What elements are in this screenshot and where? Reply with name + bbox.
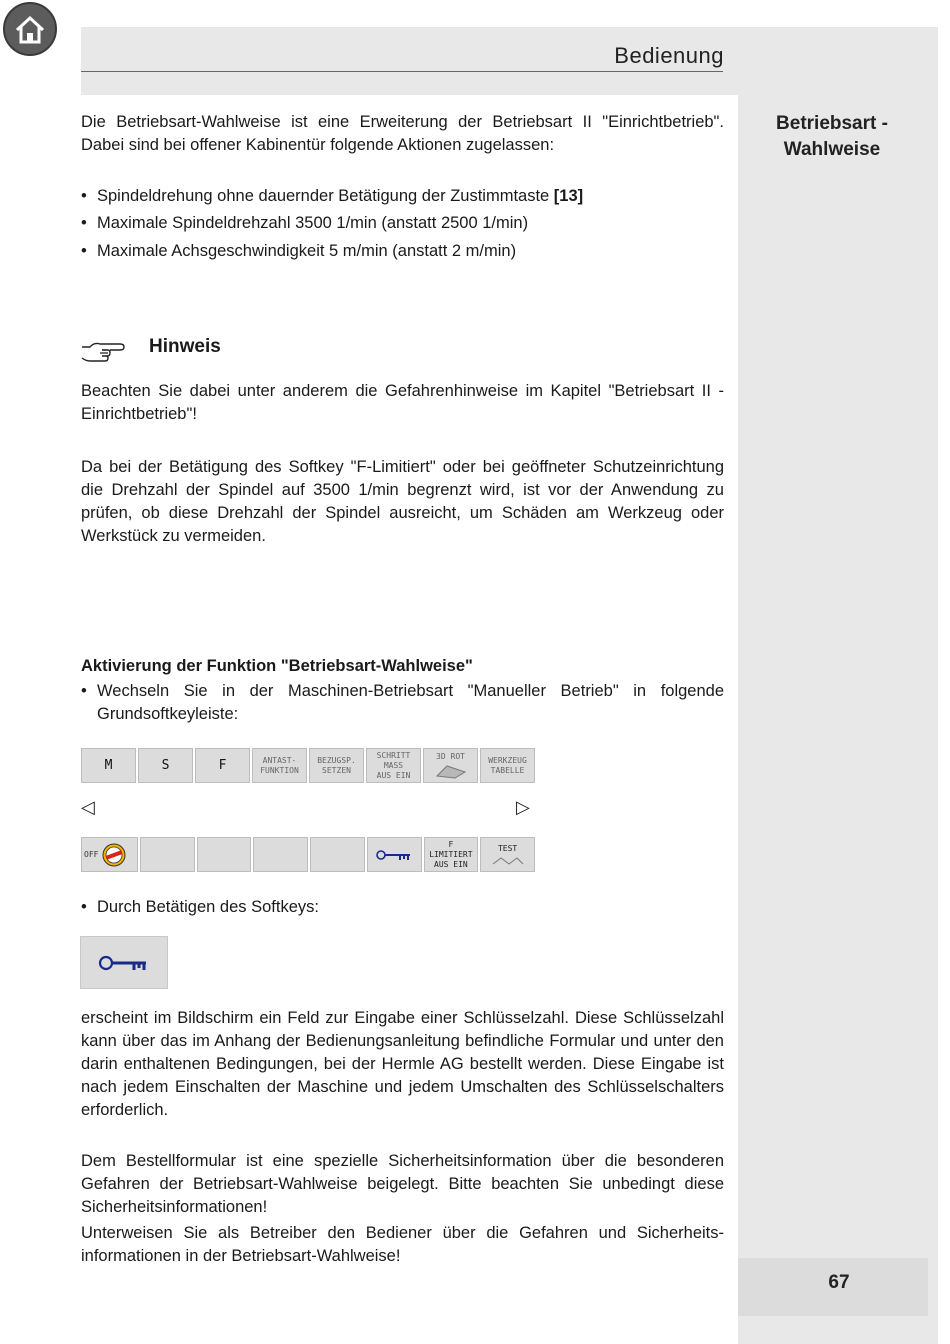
instruction-paragraph: Unterweisen Sie als Betreiber den Bediener über die Gefahren und Sicherheits-informationen in der Betriebsart-Wahlweise! [81,1224,724,1265]
softkey-bezugspunkt-setzen[interactable]: BEZUGSP. SETZEN [309,748,364,783]
list-item-text: Maximale Achsgeschwindigkeit 5 m/min (anstatt 2 m/min) [97,242,517,260]
softkey-3d-rot[interactable] [423,748,478,783]
softkey-f-limitiert[interactable]: F LIMITIERT AUS EIN [424,837,479,872]
softkey-test[interactable] [480,837,535,872]
bullet-dot: • [81,214,87,232]
bullet-dot: • [81,682,87,700]
list-item-text: Maximale Spindeldrehzahl 3500 1/min (anstatt 2500 1/min) [97,214,529,232]
list-item [81,185,724,208]
softkey-key[interactable] [367,837,422,872]
section-heading: Aktivierung der Funktion "Betriebsart-Wahlweise" [81,657,473,675]
list-item [81,896,724,919]
intro-paragraph: Die Betriebsart-Wahlweise ist eine Erweiterung der Betriebsart II "Einrichtbetrieb". Dabei sind bei offener Kabinentür folgende Aktionen zugelassen: [81,113,724,154]
key-icon [98,953,150,973]
home-button[interactable] [3,2,57,56]
softkey-s[interactable]: S [138,748,193,783]
softkey-label: OFF [84,849,99,859]
softkey-bar-top [81,748,535,783]
header-band [81,27,938,95]
softkey-antast-funktion[interactable]: ANTAST- FUNKTION [252,748,307,783]
list-item [81,240,724,263]
softkey-label: TEST [497,843,518,853]
scroll-left-arrow[interactable]: ◁ [81,797,95,817]
pointing-hand-icon [80,338,126,362]
softkey-schritt-mass[interactable]: SCHRITT MASS AUS EIN [366,748,421,783]
softkey-empty[interactable] [253,837,308,872]
softkey-off-switch[interactable] [81,837,138,872]
softkey-empty[interactable] [310,837,365,872]
home-icon [5,4,55,54]
header-rule [81,71,723,72]
list-item [81,212,724,235]
speed-limit-paragraph: Da bei der Betätigung des Softkey "F-Limitiert" oder bei geöffneter Schutzeinrichtung die Drehzahl der Spindel auf 3500 1/min begrenzt wird, ist vor der Anwendung zu prüfen, ob diese Drehzahl der Spindel ausreicht, um Schäden am Werkzeug oder Werkstück zu vermeiden. [81,458,724,545]
scroll-right-arrow[interactable]: ▷ [516,797,530,817]
bullet-dot: • [81,187,87,205]
test-icon [491,854,525,866]
softkey-bar-bottom [81,837,535,872]
safety-info-paragraph: Dem Bestellformular ist eine spezielle Sicherheitsinformation über die besonderen Gefahren der Betriebsart-Wahlweise beigelegt. Bitte beachten Sie unbedingt diese Sicherheitsinformationen! [81,1152,724,1216]
bullet-dot: • [81,242,87,260]
softkey-f[interactable]: F [195,748,250,783]
softkey-werkzeug-tabelle[interactable]: WERKZEUG TABELLE [480,748,535,783]
key-number-paragraph: erscheint im Bildschirm ein Feld zur Eingabe einer Schlüsselzahl. Diese Schlüsselzahl kann über das im Anhang der Bedienungsanleitung befindliche Formular und unter den darin enthaltenen Bedingungen, bei der Hermle AG bestellt werden. Diese Eingabe ist nach jedem Einschalten der Maschine und jedem Umschalten des Schlüsselschalters erforderlich. [81,1009,724,1119]
sidebar [738,95,938,1344]
note-title: Hinweis [149,336,221,357]
sidebar-section-title: Betriebsart - Wahlweise [776,113,888,160]
key-softkey-large[interactable] [80,936,168,989]
note-text: Beachten Sie dabei unter anderem die Gefahrenhinweise im Kapitel "Betriebsart II - Einrichtbetrieb"! [81,382,724,423]
3d-rotation-icon [433,762,469,780]
key-reference: [13] [553,187,584,205]
list-item-text: Wechseln Sie in der Maschinen-Betriebsart "Manueller Betrieb" in folgende Grundsoftkeyleiste: [97,682,724,723]
page-header-title: Bedienung [614,43,724,68]
softkey-label: 3D ROT [436,751,465,761]
softkey-empty[interactable] [140,837,195,872]
list-item-text: Spindeldrehung ohne dauernder Betätigung der Zustimmtaste [97,187,554,205]
list-item [81,680,724,726]
softkey-m[interactable]: M [81,748,136,783]
softkey-empty[interactable] [197,837,252,872]
bullet-dot: • [81,898,87,916]
key-icon [376,848,412,862]
list-item-text: Durch Betätigen des Softkeys: [97,898,319,916]
page-number: 67 [828,1272,850,1293]
switch-dial-icon [101,842,127,868]
